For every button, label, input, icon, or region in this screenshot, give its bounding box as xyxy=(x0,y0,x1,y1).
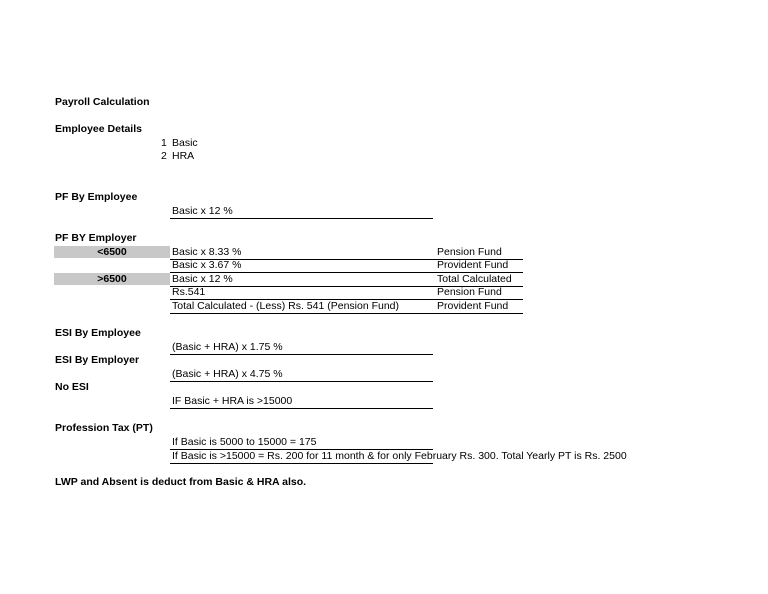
underline xyxy=(170,381,433,382)
page-title: Payroll Calculation xyxy=(55,96,150,108)
esi-employer-heading: ESI By Employer xyxy=(55,354,140,366)
employee-item-number: 1 xyxy=(161,137,167,149)
pf-employer-formula: Basic x 8.33 % xyxy=(172,246,242,258)
pf-employer-fund: Pension Fund xyxy=(437,246,502,258)
pf-employer-formula: Total Calculated - (Less) Rs. 541 (Pension Fund) xyxy=(172,300,400,312)
underline xyxy=(170,463,433,464)
no-esi-heading: No ESI xyxy=(55,381,89,393)
pf-employee-formula: Basic x 12 % xyxy=(172,205,233,217)
pf-employer-heading: PF BY Employer xyxy=(55,232,137,244)
no-esi-condition: IF Basic + HRA is >15000 xyxy=(172,395,293,407)
pf-employer-formula: Basic x 12 % xyxy=(172,273,233,285)
underline xyxy=(170,313,523,314)
employee-item-number: 2 xyxy=(161,150,167,162)
underline xyxy=(170,354,433,355)
pf-employer-fund: Provident Fund xyxy=(437,300,509,312)
profession-tax-line: If Basic is >15000 = Rs. 200 for 11 month & for only February Rs. 300. Total Yearly PT is Rs. 2500 xyxy=(172,450,627,462)
band-high-cell xyxy=(54,273,170,285)
underline xyxy=(170,218,433,219)
esi-employer-formula: (Basic + HRA) x 4.75 % xyxy=(172,368,283,380)
footer-note: LWP and Absent is deduct from Basic & HRA also. xyxy=(55,476,307,488)
underline xyxy=(170,408,433,409)
pf-employer-fund: Total Calculated xyxy=(437,273,512,285)
employee-details-heading: Employee Details xyxy=(55,123,142,135)
employee-item-label: HRA xyxy=(172,150,195,162)
profession-tax-line: If Basic is 5000 to 15000 = 175 xyxy=(172,436,317,448)
esi-employee-heading: ESI By Employee xyxy=(55,327,141,339)
pf-employer-fund: Provident Fund xyxy=(437,259,509,271)
band-low-label: <6500 xyxy=(97,246,127,258)
band-high-label: >6500 xyxy=(97,273,127,285)
profession-tax-heading: Profession Tax (PT) xyxy=(55,422,153,434)
pf-employer-fund: Pension Fund xyxy=(437,286,502,298)
pf-employee-heading: PF By Employee xyxy=(55,191,138,203)
pf-employer-formula: Rs.541 xyxy=(172,286,206,298)
pf-employer-formula: Basic x 3.67 % xyxy=(172,259,242,271)
band-low-cell xyxy=(54,246,170,258)
esi-employee-formula: (Basic + HRA) x 1.75 % xyxy=(172,341,283,353)
employee-item-label: Basic xyxy=(172,137,198,149)
